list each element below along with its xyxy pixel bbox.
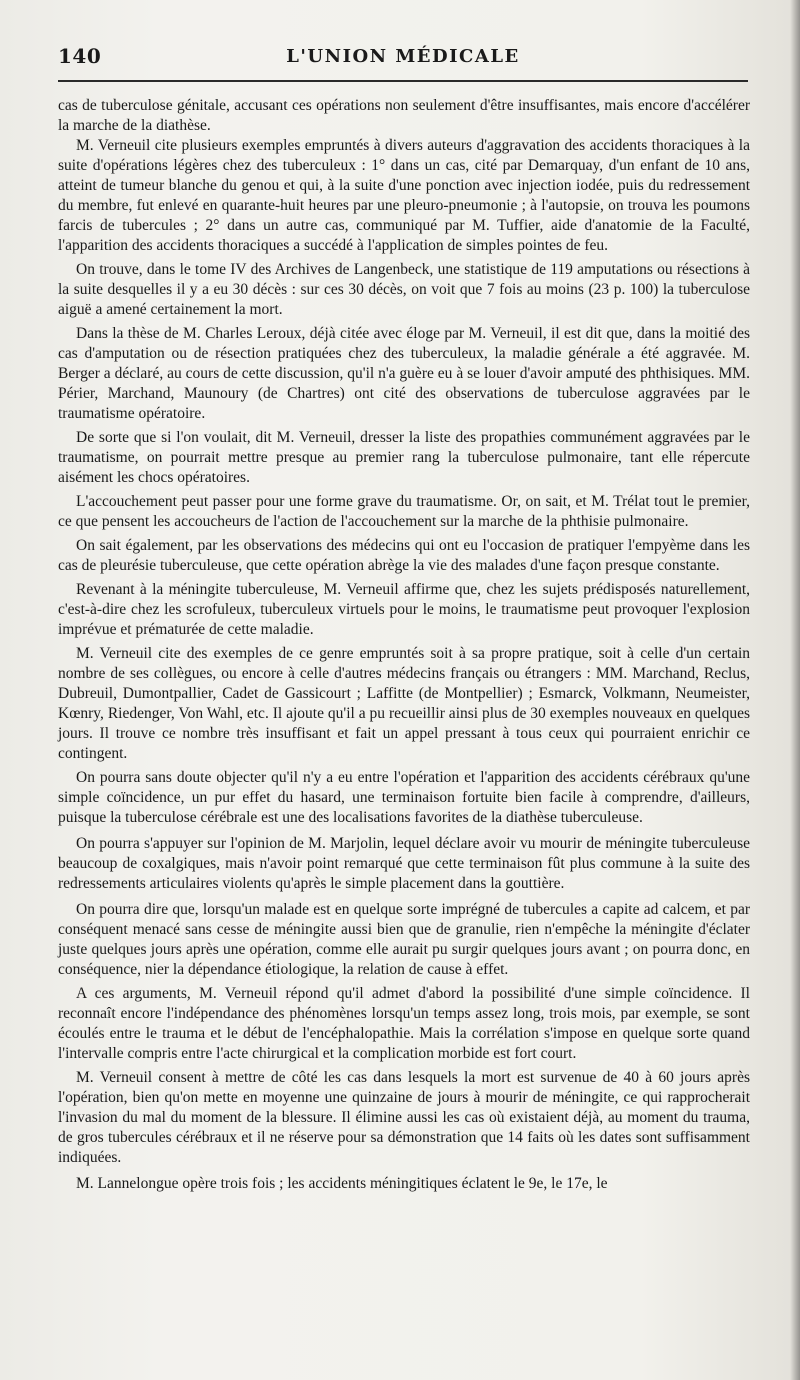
paragraph: On pourra dire que, lorsqu'un malade est en quelque sorte imprégné de tubercules a capite ad calcem, et par conséquent menacé sans cesse de méningite aussi bien que de granulie, rien n'empêche la méningite d'éclater juste quelques jours après une opération, comme elle aurait pu surgir quelques jours avant ; on pourra donc, en conséquence, nier la dépendance étiologique, la relation de cause à effet. xyxy=(58,901,750,978)
paragraph: A ces arguments, M. Verneuil répond qu'il admet d'abord la possibilité d'une simple coïncidence. Il reconnaît encore l'indépendance des phénomènes lorsqu'un temps assez long, trois mois, par exemple, se sont écoulés entre le trauma et le début de l'encéphalopathie. Mais la corrélation s'impose en quelque sorte quand l'intervalle compris entre l'acte chirurgical et la complication morbide est fort court. xyxy=(58,985,750,1062)
page-number: 140 xyxy=(58,44,102,68)
paragraph: On pourra sans doute objecter qu'il n'y a eu entre l'opération et l'apparition des accidents cérébraux qu'une simple coïncidence, un pur effet du hasard, une terminaison fortuite bien facile à comprendre, d'ailleurs, puisque la tuberculose cérébrale est une des localisations favorites de la diathèse tuberculeuse. xyxy=(58,769,750,826)
paragraph: M. Verneuil cite des exemples de ce genre empruntés soit à sa propre pratique, soit à celle d'un certain nombre de ses collègues, ou encore à celle d'autres médecins français ou étrangers : MM. Marchand, Reclus, Dubreuil, Dumontpallier, Cadet de Gassicourt ; Laffitte (de Montpellier) ; Esmarck, Volkmann, Neumeister, Kœnry, Riedenger, Von Wahl, etc. Il ajoute qu'il a pu recueillir ainsi plus de 30 exemples nouveaux en quelques jours. Il trouve ce nombre très insuffisant et fait un appel pressant à tous ceux qui pourraient enrichir ce contingent. xyxy=(58,645,750,762)
paragraph: L'accouchement peut passer pour une forme grave du traumatisme. Or, on sait, et M. Trélat tout le premier, ce que pensent les accoucheurs de l'action de l'accouchement sur la marche de la phthisie pulmonaire. xyxy=(58,493,750,530)
page-header xyxy=(58,44,748,74)
paragraph: Dans la thèse de M. Charles Leroux, déjà citée avec éloge par M. Verneuil, il est dit que, dans la moitié des cas d'amputation ou de résection pratiquées chez des tuberculeux, la maladie générale a été aggravée. M. Berger a déclaré, au cours de cette discussion, qu'il n'a guère eu à se louer d'avoir amputé des phthisiques. MM. Périer, Marchand, Maunoury (de Chartres) ont cité des observations de tuberculose aggravées par le traumatisme opératoire. xyxy=(58,325,750,422)
paragraph: M. Lannelongue opère trois fois ; les accidents méningitiques éclatent le 9e, le 17e, le xyxy=(76,1175,608,1192)
paragraph: M. Verneuil cite plusieurs exemples empruntés à divers auteurs d'aggravation des accidents thoraciques à la suite d'opérations légères chez des tuberculeux : 1° dans un cas, cité par Demarquay, d'un enfant de 10 ans, atteint de tumeur blanche du genou et qui, à la suite d'une ponction avec injection iodée, puis du redressement du membre, fut enlevé en quarante-huit heures par une pleuro-pneumonie ; à l'autopsie, on trouva les poumons farcis de tubercules ; 2° dans un autre cas, communiqué par M. Tuffier, aide d'anatomie de la Faculté, l'apparition des accidents thoraciques a succédé à l'application de simples pointes de feu. xyxy=(58,137,750,254)
paragraph: Revenant à la méningite tuberculeuse, M. Verneuil affirme que, chez les sujets prédisposés naturellement, c'est-à-dire chez les scrofuleux, tuberculeux virtuels pour le moins, le traumatisme peut provoquer l'explosion imprévue et prématurée de cette maladie. xyxy=(58,581,750,638)
paragraph: De sorte que si l'on voulait, dit M. Verneuil, dresser la liste des propathies communément aggravées par le traumatisme, on pourrait mettre presque au premier rang la tuberculose pulmonaire, tant elle répercute aisément les chocs opératoires. xyxy=(58,429,750,486)
paragraph: On trouve, dans le tome IV des Archives de Langenbeck, une statistique de 119 amputations ou résections à la suite desquelles il y a eu 30 décès : sur ces 30 décès, on voit que 7 fois au moins (23 p. 100) la tuberculose aiguë a amené certainement la mort. xyxy=(58,261,750,318)
paragraph: cas de tuberculose génitale, accusant ces opérations non seulement d'être insuffisantes, mais encore d'accélérer la marche de la diathèse. xyxy=(58,97,750,134)
header-rule xyxy=(58,80,748,82)
running-title: L'UNION MÉDICALE xyxy=(286,46,520,67)
paragraph: On sait également, par les observations des médecins qui ont eu l'occasion de pratiquer l'empyème dans les cas de pleurésie tuberculeuse, que cette opération abrège la vie des malades d'une façon presque constante. xyxy=(58,537,750,574)
paragraph: On pourra s'appuyer sur l'opinion de M. Marjolin, lequel déclare avoir vu mourir de méningite tuberculeuse beaucoup de coxalgiques, mais n'avoir point remarqué que cette terminaison fût plus commune à la suite des redressements articulaires violents qu'après le simple placement dans la gouttière. xyxy=(58,835,750,892)
article-body xyxy=(58,96,750,1194)
page-edge-shadow xyxy=(790,0,800,1380)
paragraph: M. Verneuil consent à mettre de côté les cas dans lesquels la mort est survenue de 40 à 60 jours après l'opération, bien qu'on mette en moyenne une quinzaine de jours à mourir de méningite, ce qui rapprocherait l'invasion du mal du moment de la blessure. Il élimine aussi les cas où existaient déjà, au moment du trauma, de gros tubercules cérébraux et il ne réserve pour sa démonstration que 14 faits où les dates sont suffisamment indiquées. xyxy=(58,1069,750,1166)
